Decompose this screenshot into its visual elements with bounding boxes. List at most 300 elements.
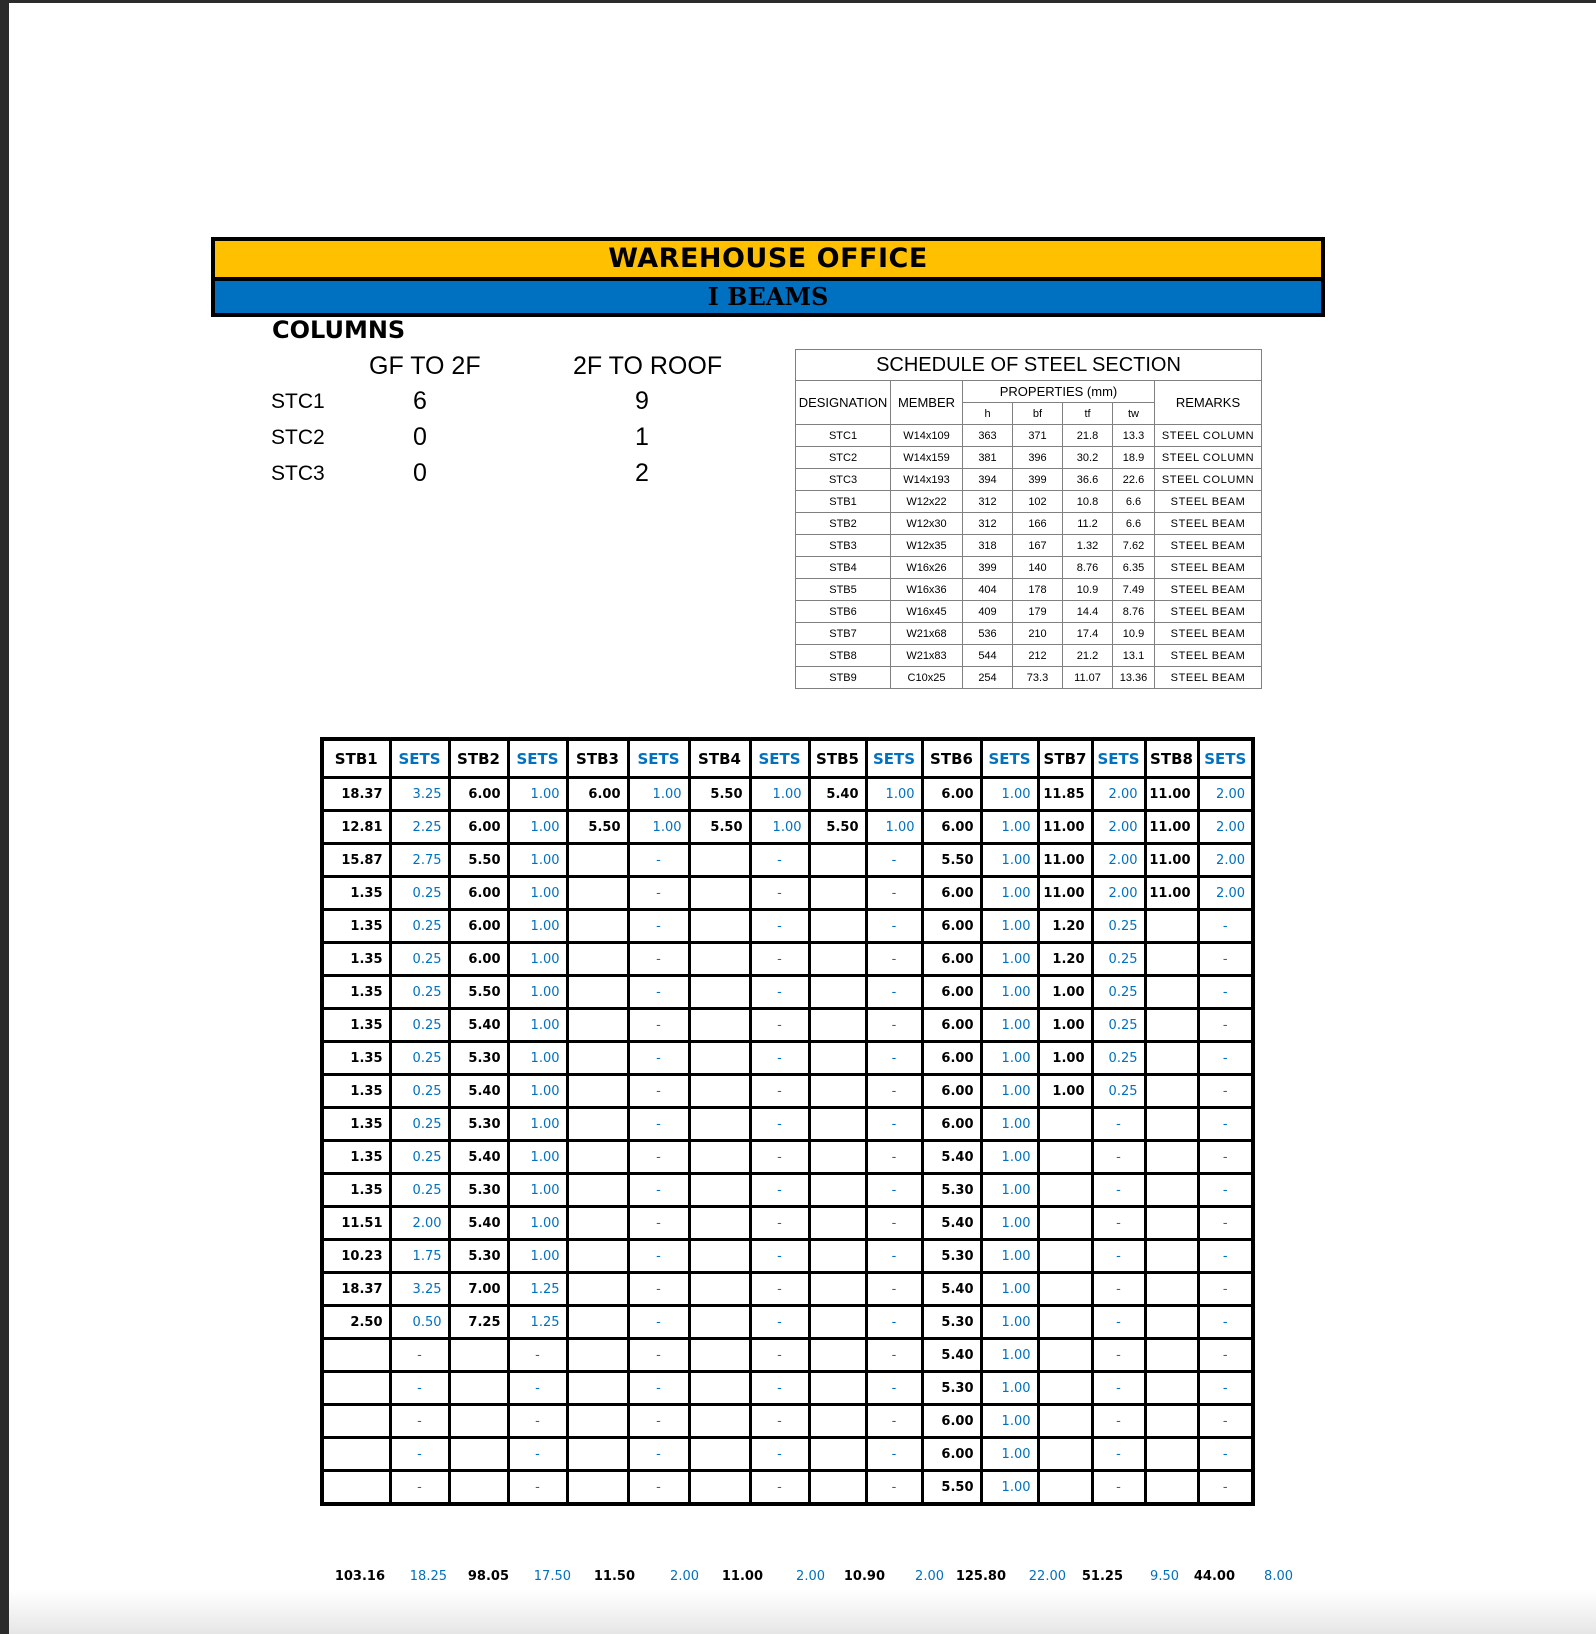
length-cell: 18.37 (322, 1273, 390, 1306)
schedule-remarks: STEEL COLUMN (1155, 469, 1262, 491)
columns-title: COLUMNS (272, 316, 406, 344)
schedule-tw: 7.62 (1113, 535, 1155, 557)
sets-header: SETS (1198, 739, 1253, 778)
sets-cell: - (1198, 1141, 1253, 1174)
length-cell: 6.00 (922, 976, 981, 1009)
sets-cell: - (1198, 910, 1253, 943)
sets-cell: 2.75 (390, 844, 449, 877)
length-cell: 5.40 (922, 1207, 981, 1240)
sets-cell: - (1198, 1438, 1253, 1471)
length-cell (689, 1108, 750, 1141)
length-cell (1145, 1174, 1198, 1207)
length-cell (1038, 1372, 1092, 1405)
length-cell (1145, 1141, 1198, 1174)
sets-cell: - (866, 1174, 922, 1207)
schedule-member: W14x193 (891, 469, 963, 491)
schedule-h: 363 (963, 425, 1013, 447)
length-cell: 11.00 (1038, 811, 1092, 844)
sets-cell: 1.00 (508, 811, 567, 844)
length-cell: 1.00 (1038, 976, 1092, 1009)
sets-cell: 3.25 (390, 1273, 449, 1306)
sets-cell: - (750, 1273, 809, 1306)
sets-header: SETS (866, 739, 922, 778)
sets-cell: 1.25 (508, 1306, 567, 1339)
length-cell (689, 1240, 750, 1273)
schedule-h: 312 (963, 513, 1013, 535)
length-cell: 5.30 (922, 1240, 981, 1273)
sets-header: SETS (628, 739, 689, 778)
sets-cell: - (866, 1075, 922, 1108)
sets-cell: 1.00 (981, 1108, 1038, 1141)
sets-cell: 1.00 (508, 877, 567, 910)
sets-cell: - (1198, 1405, 1253, 1438)
schedule-designation: STB1 (796, 491, 891, 513)
length-cell (1038, 1405, 1092, 1438)
length-cell: 7.00 (449, 1273, 508, 1306)
length-cell: 1.35 (322, 1108, 390, 1141)
length-cell (322, 1438, 390, 1471)
schedule-designation: STB4 (796, 557, 891, 579)
column-gf-count: 0 (413, 423, 427, 451)
sets-cell: 2.00 (1092, 844, 1145, 877)
sets-cell: - (628, 1174, 689, 1207)
sets-cell: 1.00 (508, 844, 567, 877)
sets-cell: 1.00 (981, 1405, 1038, 1438)
sets-total: 22.00 (1028, 1568, 1066, 1584)
sets-cell: 1.00 (981, 1075, 1038, 1108)
length-cell (1145, 1438, 1198, 1471)
schedule-tf: 36.6 (1063, 469, 1113, 491)
sets-cell: 0.25 (390, 1174, 449, 1207)
length-cell (1145, 1009, 1198, 1042)
length-cell (1038, 1339, 1092, 1372)
length-cell: 5.30 (922, 1372, 981, 1405)
length-cell: 6.00 (922, 1108, 981, 1141)
length-cell (567, 1174, 628, 1207)
schedule-row (796, 667, 1262, 689)
length-cell (567, 976, 628, 1009)
schedule-tw: 10.9 (1113, 623, 1155, 645)
sets-cell: - (628, 1009, 689, 1042)
schedule-bf: 166 (1013, 513, 1063, 535)
length-cell (1038, 1174, 1092, 1207)
length-cell (809, 1372, 866, 1405)
sets-cell: - (390, 1405, 449, 1438)
length-cell: 5.40 (809, 778, 866, 811)
sets-cell: - (1092, 1273, 1145, 1306)
length-cell (809, 1438, 866, 1471)
sets-cell: - (750, 1438, 809, 1471)
length-cell (567, 1075, 628, 1108)
sets-cell: - (750, 1042, 809, 1075)
sets-cell: - (628, 1471, 689, 1505)
length-cell (449, 1471, 508, 1505)
length-cell (567, 1009, 628, 1042)
length-cell: 11.00 (1145, 844, 1198, 877)
table-row (322, 1207, 1253, 1240)
column-label: STC3 (271, 462, 325, 485)
sets-cell: - (628, 1075, 689, 1108)
beam-header-stb5: STB5 (809, 739, 866, 778)
schedule-h: 394 (963, 469, 1013, 491)
schedule-remarks: STEEL COLUMN (1155, 447, 1262, 469)
sets-cell: - (750, 943, 809, 976)
length-cell (809, 1174, 866, 1207)
sets-cell: 1.00 (508, 778, 567, 811)
length-cell: 6.00 (449, 877, 508, 910)
length-cell (449, 1438, 508, 1471)
schedule-bf: 167 (1013, 535, 1063, 557)
length-cell: 6.00 (922, 910, 981, 943)
length-cell (1038, 1108, 1092, 1141)
length-cell: 6.00 (567, 778, 628, 811)
schedule-member: C10x25 (891, 667, 963, 689)
sets-cell: - (866, 844, 922, 877)
length-cell: 5.40 (449, 1009, 508, 1042)
schedule-head-designation: DESIGNATION (796, 381, 891, 425)
sets-cell: - (866, 943, 922, 976)
schedule-member: W16x36 (891, 579, 963, 601)
length-cell (1145, 1306, 1198, 1339)
table-row (322, 844, 1253, 877)
length-cell: 5.30 (449, 1042, 508, 1075)
schedule-member: W16x26 (891, 557, 963, 579)
sets-cell: 1.00 (750, 811, 809, 844)
schedule-remarks: STEEL BEAM (1155, 623, 1262, 645)
sets-cell: - (866, 1438, 922, 1471)
sets-cell: - (750, 1471, 809, 1505)
beam-header-stb7: STB7 (1038, 739, 1092, 778)
length-cell: 1.00 (1038, 1009, 1092, 1042)
table-row (322, 1273, 1253, 1306)
sets-cell: - (866, 1141, 922, 1174)
length-cell: 6.00 (922, 943, 981, 976)
schedule-row (796, 557, 1262, 579)
length-cell (689, 976, 750, 1009)
length-cell (689, 1339, 750, 1372)
sets-cell: - (628, 1141, 689, 1174)
sets-cell: - (750, 1339, 809, 1372)
sets-header: SETS (750, 739, 809, 778)
schedule-head-properties: PROPERTIES (mm) (963, 381, 1155, 403)
sets-cell: - (628, 1438, 689, 1471)
schedule-member: W12x35 (891, 535, 963, 557)
sets-cell: - (866, 910, 922, 943)
schedule-h: 404 (963, 579, 1013, 601)
length-cell: 6.00 (922, 1075, 981, 1108)
schedule-h: 381 (963, 447, 1013, 469)
length-cell (689, 1174, 750, 1207)
length-cell (689, 1141, 750, 1174)
beam-header-stb1: STB1 (322, 739, 390, 778)
length-cell (567, 910, 628, 943)
sets-cell: 1.00 (981, 943, 1038, 976)
sets-cell: - (750, 1009, 809, 1042)
table-row (322, 1108, 1253, 1141)
length-total: 10.90 (843, 1568, 885, 1584)
length-cell (449, 1372, 508, 1405)
sets-header: SETS (981, 739, 1038, 778)
length-cell: 5.50 (809, 811, 866, 844)
length-cell (689, 1075, 750, 1108)
schedule-h: 409 (963, 601, 1013, 623)
sets-cell: - (1198, 1207, 1253, 1240)
document-title: WAREHOUSE OFFICE (211, 237, 1325, 277)
sets-cell: - (866, 1471, 922, 1505)
length-total: 11.00 (721, 1568, 763, 1584)
length-cell: 18.37 (322, 778, 390, 811)
sets-cell: 0.25 (390, 1075, 449, 1108)
beam-header-stb3: STB3 (567, 739, 628, 778)
schedule-head-remarks: REMARKS (1155, 381, 1262, 425)
length-cell: 5.50 (689, 778, 750, 811)
schedule-tw: 22.6 (1113, 469, 1155, 491)
sets-cell: 1.00 (981, 1207, 1038, 1240)
sets-header: SETS (390, 739, 449, 778)
sets-cell: 2.25 (390, 811, 449, 844)
sets-cell: - (750, 976, 809, 1009)
schedule-tw: 13.36 (1113, 667, 1155, 689)
sets-cell: - (866, 1042, 922, 1075)
sets-cell: 0.25 (1092, 910, 1145, 943)
sets-cell: - (1092, 1372, 1145, 1405)
schedule-designation: STC2 (796, 447, 891, 469)
sets-cell: 1.00 (628, 778, 689, 811)
sets-cell: - (1198, 1372, 1253, 1405)
length-cell: 11.00 (1145, 877, 1198, 910)
column-gf-count: 0 (413, 459, 427, 487)
length-cell: 5.40 (449, 1075, 508, 1108)
length-total: 125.80 (955, 1568, 1006, 1584)
length-cell: 1.20 (1038, 943, 1092, 976)
sets-cell: 1.00 (628, 811, 689, 844)
length-total: 44.00 (1193, 1568, 1235, 1584)
sets-cell: - (1198, 1273, 1253, 1306)
schedule-bf: 178 (1013, 579, 1063, 601)
schedule-tw: 6.6 (1113, 513, 1155, 535)
sets-cell: 1.00 (981, 1240, 1038, 1273)
length-cell (809, 1405, 866, 1438)
schedule-remarks: STEEL BEAM (1155, 557, 1262, 579)
schedule-tf: 11.2 (1063, 513, 1113, 535)
sets-cell: 0.25 (1092, 976, 1145, 1009)
schedule-bf: 210 (1013, 623, 1063, 645)
length-cell: 1.35 (322, 1009, 390, 1042)
length-cell (809, 1240, 866, 1273)
sets-cell: - (750, 1174, 809, 1207)
sets-cell: - (750, 1108, 809, 1141)
sets-cell: 1.00 (981, 844, 1038, 877)
length-cell: 1.35 (322, 1174, 390, 1207)
schedule-remarks: STEEL BEAM (1155, 601, 1262, 623)
sets-cell: - (1198, 1306, 1253, 1339)
sets-cell: - (628, 1207, 689, 1240)
schedule-row (796, 623, 1262, 645)
beam-totals-row (320, 1566, 1299, 1586)
sets-cell: - (750, 877, 809, 910)
length-cell (1145, 1339, 1198, 1372)
sets-total: 17.50 (533, 1568, 571, 1584)
sets-cell: 1.00 (981, 910, 1038, 943)
schedule-sub-h: h (963, 403, 1013, 425)
column-roof-count: 9 (635, 387, 649, 415)
schedule-member: W14x109 (891, 425, 963, 447)
schedule-row (796, 601, 1262, 623)
sets-cell: - (1092, 1207, 1145, 1240)
sets-cell: 1.00 (981, 1372, 1038, 1405)
table-row (322, 1174, 1253, 1207)
steel-schedule-table (795, 349, 1262, 689)
length-cell (809, 910, 866, 943)
schedule-bf: 371 (1013, 425, 1063, 447)
schedule-member: W21x68 (891, 623, 963, 645)
length-cell: 5.40 (922, 1273, 981, 1306)
sets-cell: 0.25 (390, 910, 449, 943)
sets-cell: - (1198, 943, 1253, 976)
length-cell: 5.40 (449, 1141, 508, 1174)
length-cell (1145, 1273, 1198, 1306)
beam-header-stb4: STB4 (689, 739, 750, 778)
sets-cell: 1.00 (981, 811, 1038, 844)
schedule-remarks: STEEL BEAM (1155, 491, 1262, 513)
sets-cell: 1.00 (508, 910, 567, 943)
schedule-tw: 8.76 (1113, 601, 1155, 623)
length-cell: 11.00 (1038, 877, 1092, 910)
length-cell (449, 1339, 508, 1372)
sets-cell: - (750, 844, 809, 877)
sets-cell: - (866, 1207, 922, 1240)
schedule-designation: STB6 (796, 601, 891, 623)
document-subtitle: I BEAMS (211, 277, 1325, 317)
sets-cell: - (1198, 1108, 1253, 1141)
length-cell (809, 1075, 866, 1108)
schedule-row (796, 491, 1262, 513)
sets-cell: 1.00 (866, 778, 922, 811)
length-cell: 6.00 (922, 778, 981, 811)
length-cell: 1.35 (322, 1042, 390, 1075)
schedule-tf: 21.2 (1063, 645, 1113, 667)
sets-cell: - (1198, 976, 1253, 1009)
length-cell: 5.40 (922, 1339, 981, 1372)
length-cell: 6.00 (922, 1042, 981, 1075)
length-cell (689, 1306, 750, 1339)
length-cell (809, 943, 866, 976)
viewer-bottom-shadow (9, 1590, 1596, 1634)
schedule-row (796, 645, 1262, 667)
schedule-member: W16x45 (891, 601, 963, 623)
sets-cell: 1.00 (981, 1042, 1038, 1075)
sets-cell: - (866, 1273, 922, 1306)
schedule-tf: 14.4 (1063, 601, 1113, 623)
length-cell: 1.00 (1038, 1042, 1092, 1075)
sets-cell: - (750, 1207, 809, 1240)
sets-cell: 1.00 (981, 1339, 1038, 1372)
length-cell (322, 1372, 390, 1405)
length-cell (449, 1405, 508, 1438)
sets-cell: 1.00 (508, 1141, 567, 1174)
sets-total: 18.25 (409, 1568, 447, 1584)
schedule-remarks: STEEL BEAM (1155, 667, 1262, 689)
sets-cell: 3.25 (390, 778, 449, 811)
length-cell (809, 1009, 866, 1042)
sets-cell: - (1092, 1438, 1145, 1471)
sets-cell: 0.25 (390, 1108, 449, 1141)
column-label: STC1 (271, 390, 325, 413)
length-cell (809, 976, 866, 1009)
sets-cell: - (508, 1471, 567, 1505)
length-cell: 5.30 (449, 1174, 508, 1207)
sets-cell: - (508, 1339, 567, 1372)
sets-cell: - (628, 844, 689, 877)
column-label: STC2 (271, 426, 325, 449)
schedule-tf: 10.9 (1063, 579, 1113, 601)
table-row (322, 811, 1253, 844)
length-cell: 6.00 (922, 877, 981, 910)
beam-header-stb2: STB2 (449, 739, 508, 778)
table-row (322, 1438, 1253, 1471)
sets-cell: - (866, 1009, 922, 1042)
table-row (322, 910, 1253, 943)
sets-cell: - (508, 1405, 567, 1438)
table-row (322, 1141, 1253, 1174)
length-cell: 5.30 (922, 1306, 981, 1339)
length-total: 98.05 (467, 1568, 509, 1584)
length-cell: 1.35 (322, 1075, 390, 1108)
column-gf-count: 6 (413, 387, 427, 415)
sets-cell: 0.25 (1092, 1075, 1145, 1108)
length-cell (567, 1372, 628, 1405)
sets-cell: - (390, 1471, 449, 1505)
sets-cell: 1.00 (981, 1438, 1038, 1471)
schedule-h: 536 (963, 623, 1013, 645)
length-cell: 5.50 (922, 844, 981, 877)
length-cell (567, 1306, 628, 1339)
schedule-sub-tf: tf (1063, 403, 1113, 425)
schedule-h: 544 (963, 645, 1013, 667)
schedule-row (796, 425, 1262, 447)
length-cell (567, 877, 628, 910)
schedule-sub-tw: tw (1113, 403, 1155, 425)
length-cell: 1.00 (1038, 1075, 1092, 1108)
sets-cell: 1.00 (508, 1009, 567, 1042)
sets-cell: 2.00 (1198, 877, 1253, 910)
sets-cell: 1.00 (750, 778, 809, 811)
schedule-tf: 21.8 (1063, 425, 1113, 447)
table-row (322, 976, 1253, 1009)
schedule-h: 399 (963, 557, 1013, 579)
length-cell: 7.25 (449, 1306, 508, 1339)
sets-cell: - (628, 943, 689, 976)
sets-cell: - (1092, 1240, 1145, 1273)
sets-cell: - (1198, 1075, 1253, 1108)
sets-cell: - (750, 1372, 809, 1405)
sets-cell: - (750, 910, 809, 943)
length-cell: 1.35 (322, 976, 390, 1009)
length-cell (1038, 1141, 1092, 1174)
length-cell: 11.00 (1038, 844, 1092, 877)
schedule-member: W21x83 (891, 645, 963, 667)
table-row (322, 1009, 1253, 1042)
length-cell (567, 1108, 628, 1141)
length-cell (689, 1009, 750, 1042)
viewer-top-edge (0, 0, 1596, 3)
length-cell (322, 1339, 390, 1372)
length-cell: 6.00 (922, 1009, 981, 1042)
sets-cell: 1.00 (981, 1174, 1038, 1207)
sets-cell: - (1092, 1108, 1145, 1141)
sets-cell: 1.25 (508, 1273, 567, 1306)
length-cell (1145, 910, 1198, 943)
